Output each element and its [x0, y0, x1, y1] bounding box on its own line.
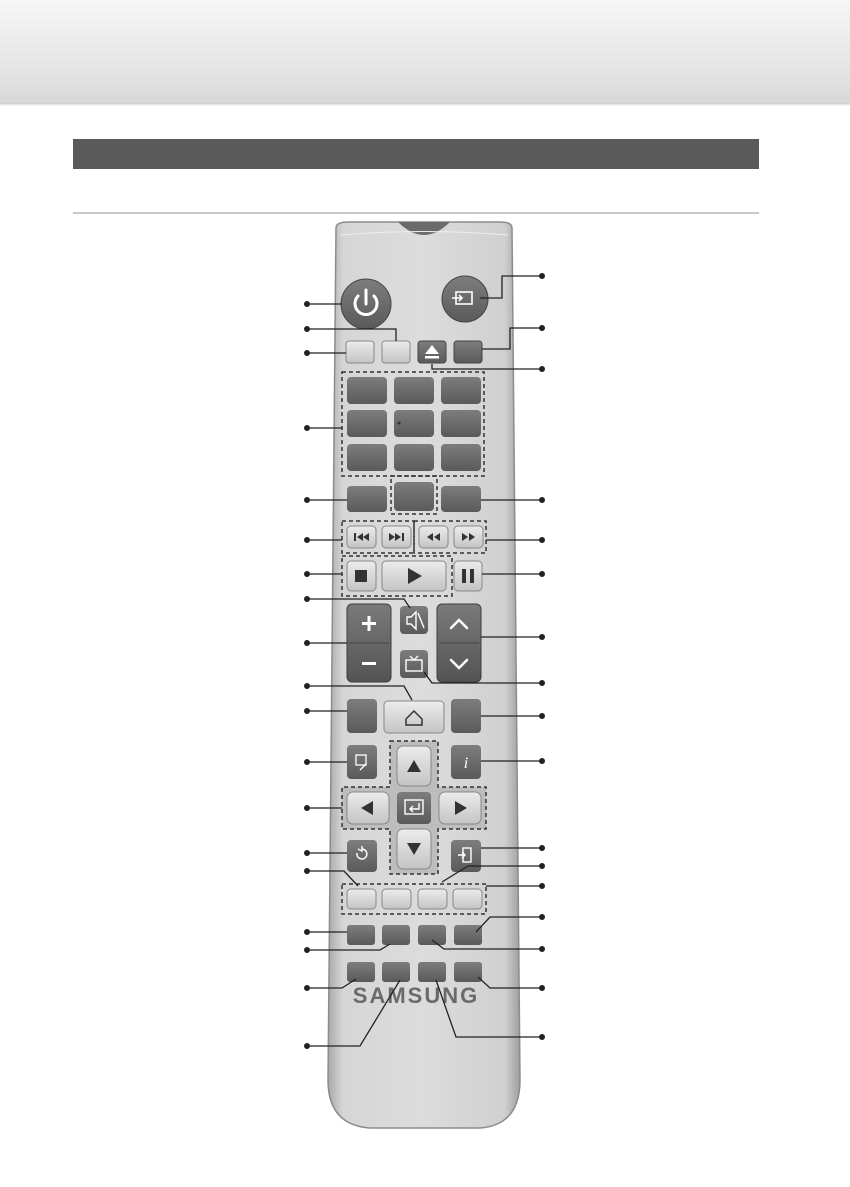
bottom-button-8[interactable]	[454, 962, 482, 982]
number-key-9[interactable]	[441, 444, 481, 471]
callout-dots-left	[304, 301, 310, 1049]
number-key-7[interactable]	[347, 444, 387, 471]
bottom-button-4[interactable]	[454, 925, 482, 945]
left-function-button[interactable]	[347, 486, 387, 512]
brand-logo: SAMSUNG	[352, 983, 480, 1008]
nav-down-button[interactable]	[397, 829, 431, 869]
number-key-0[interactable]	[394, 482, 434, 511]
bottom-button-2[interactable]	[382, 925, 410, 945]
skip-back-button[interactable]	[347, 526, 376, 548]
small-button-2[interactable]	[382, 341, 410, 363]
number-pad	[342, 372, 484, 476]
bottom-button-7[interactable]	[418, 962, 446, 982]
number-key-1[interactable]	[347, 377, 387, 404]
nav-right-button[interactable]	[439, 792, 481, 824]
fast-forward-button[interactable]	[454, 526, 483, 548]
color-button-a[interactable]	[347, 889, 376, 909]
number-key-8[interactable]	[394, 444, 434, 471]
pause-button[interactable]	[454, 561, 482, 591]
stop-button[interactable]	[347, 561, 376, 591]
number-key-4[interactable]	[347, 410, 387, 437]
bottom-button-3[interactable]	[418, 925, 446, 945]
rewind-button[interactable]	[419, 526, 448, 548]
bottom-button-6[interactable]	[382, 962, 410, 982]
volume-rocker[interactable]	[347, 604, 391, 682]
nav-left-button[interactable]	[347, 792, 389, 824]
info-icon: i	[463, 755, 469, 772]
source-button[interactable]	[442, 276, 488, 322]
menu-left-button[interactable]	[347, 699, 377, 733]
right-function-button[interactable]	[441, 486, 481, 512]
number-key-3[interactable]	[441, 377, 481, 404]
bottom-button-1[interactable]	[347, 925, 375, 945]
tools-button[interactable]	[347, 745, 377, 779]
return-button[interactable]	[347, 840, 377, 872]
color-button-d[interactable]	[453, 889, 482, 909]
enter-button[interactable]	[397, 792, 431, 824]
tv-button[interactable]	[400, 650, 428, 678]
power-button[interactable]	[341, 279, 391, 329]
eject-button[interactable]	[418, 341, 446, 363]
nav-up-button[interactable]	[397, 746, 431, 786]
menu-right-button[interactable]	[451, 699, 481, 733]
bottom-button-5[interactable]	[347, 962, 375, 982]
tuner-rocker[interactable]	[437, 604, 481, 682]
small-button-4[interactable]	[454, 341, 482, 363]
info-button[interactable]	[451, 745, 481, 779]
number-key-6[interactable]	[441, 410, 481, 437]
play-button[interactable]	[382, 561, 446, 591]
callout-dots-right	[539, 273, 545, 1040]
skip-forward-button[interactable]	[382, 526, 411, 548]
stop-icon	[355, 570, 367, 582]
color-button-c[interactable]	[418, 889, 447, 909]
home-button[interactable]	[384, 701, 444, 733]
color-button-b[interactable]	[382, 889, 411, 909]
number-key-2[interactable]	[394, 377, 434, 404]
small-button-1[interactable]	[346, 341, 374, 363]
mute-button[interactable]	[400, 606, 428, 634]
